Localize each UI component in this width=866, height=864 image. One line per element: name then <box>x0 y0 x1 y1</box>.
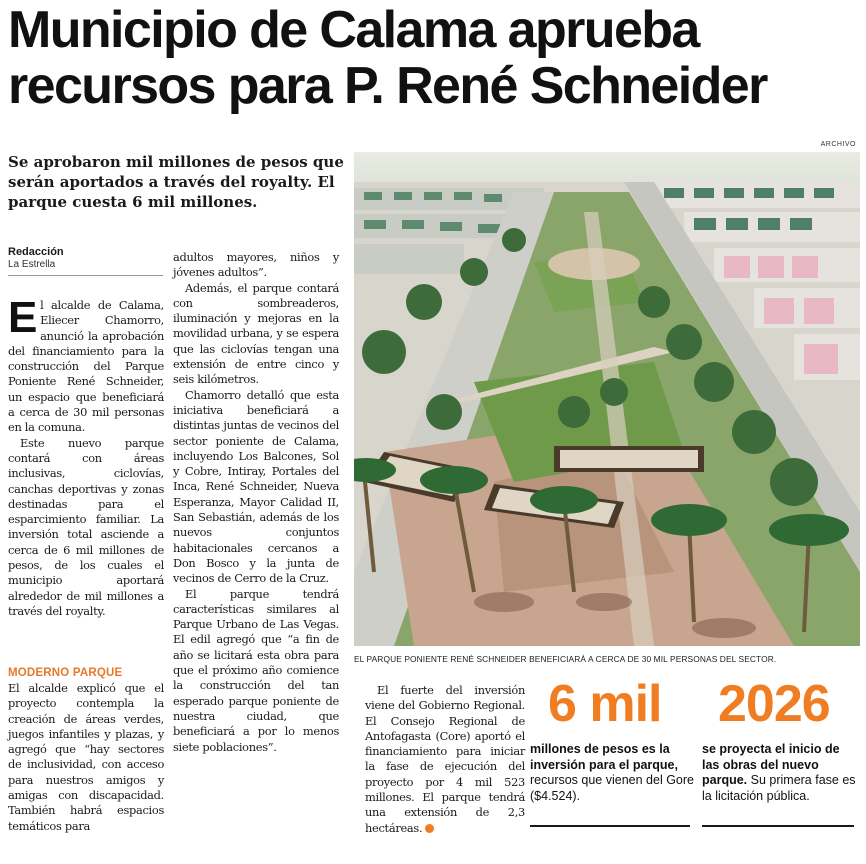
byline <box>8 246 163 276</box>
article-paragraph-7: El parque tendrá características similares al Parque Urbano de Las Vegas. El edil agregó que “a fin de año se licitará esta obra para que el próximo año comience la construcción del tan esperado parque poniente de nuestra ciudad, que beneficiará a por lo menos siete poblaciones”. <box>173 586 339 754</box>
park-rendering-photo <box>354 152 860 646</box>
fact-2-rest: Su primera fase es la licitación pública. <box>702 773 856 803</box>
article-column-2 <box>173 250 339 755</box>
fact-1-rest: recursos que vienen del Gore ($4.524). <box>530 773 694 803</box>
article-paragraph-4: adultos mayores, niños y jóvenes adultos”. <box>173 250 339 280</box>
fact-number-1: 6 mil <box>548 675 662 733</box>
fact-2-rule <box>702 825 854 827</box>
fact-text-2 <box>702 742 858 804</box>
article-paragraph-1 <box>8 293 164 436</box>
headline-line-1: Municipio de Calama aprueba <box>8 1 699 59</box>
article-paragraph-5: Además, el parque contará con sombreaderos, iluminación y mejoras en la movilidad urbana, y se espera que las ciclovías tengan una extensión de entre cinco y seis kilómetros. <box>173 280 339 387</box>
article-paragraph-6: Chamorro detalló que esta iniciativa beneficiará a distintas juntas de vecinos del sector poniente de Calama, incluyendo Los Balcones, Sol y Cobre, Intiray, Portales del Inca, René Schneider, Nueva Esperanza, Mayor Calidad II, San Sebastián, además de los nuevos conjuntos habitacionales cercanos a Don Bosco y la junta de vecinos de Cerro de la Cruz. <box>173 387 339 586</box>
fact-2-bold: se proyecta el inicio de las obras del nuevo parque. <box>702 742 840 787</box>
article-paragraph-3: El alcalde explicó que el proyecto contempla la creación de áreas verdes, juegos infantiles y plazas, y agregó que “hay sectores de inclusividad, con acceso para nuestros amigos y amigas con discapacidad. También habrá espacios temáticos para <box>8 681 164 833</box>
subheadline: Se aprobaron mil millones de pesos que serán aportados a través del royalty. El parque cuesta 6 mil millones. <box>8 153 344 211</box>
photo-caption: EL PARQUE PONIENTE RENÉ SCHNEIDER BENEFICIARÁ A CERCA DE 30 MIL PERSONAS DEL SECTOR. <box>354 654 777 664</box>
article-paragraph-1-text: l alcalde de Calama, Eliecer Chamorro, anunció la aprobación del financiamiento para la construcción del Parque Poniente René Schneider, un espacio que beneficiará a cerca de 30 mil personas en la comuna. <box>8 298 164 435</box>
park-aerial-illustration <box>354 152 860 646</box>
article-column-3 <box>365 683 525 836</box>
drop-cap: E <box>8 293 38 342</box>
headline-line-2: recursos para P. René Schneider <box>8 57 767 115</box>
end-of-article-icon <box>425 824 434 833</box>
fact-1-rule <box>530 825 690 827</box>
article-column-1-bottom <box>8 681 164 834</box>
fact-text-1 <box>530 742 702 804</box>
section-heading: MODERNO PARQUE <box>8 667 123 679</box>
article-paragraph-8-text: El fuerte del inversión viene del Gobierno Regional. El Consejo Regional de Antofagasta (Core) aportó el financiamiento para iniciar la fase de ejecución del proyecto por 4 mil 523 millones. El parque tendrá una extensión de 2,3 hectáreas. <box>365 683 525 835</box>
article-column-1 <box>8 293 164 619</box>
fact-1-bold: millones de pesos es la inversión para el parque, <box>530 742 678 772</box>
photo-credit: ARCHIVO <box>820 141 856 148</box>
byline-author: Redacción <box>8 246 64 258</box>
article-paragraph-8 <box>365 683 525 836</box>
fact-number-2: 2026 <box>718 675 830 733</box>
article-paragraph-2: Este nuevo parque contará con áreas inclusivas, ciclovías, canchas deportivas y zonas destinadas para el esparcimiento familiar. La inversión total asciende a cerca de 6 mil millones de pesos, de los cuales el municipio aportará alrededor de mil millones a través del royalty. <box>8 435 164 618</box>
headline <box>8 2 858 114</box>
byline-organization: La Estrella <box>8 259 56 270</box>
